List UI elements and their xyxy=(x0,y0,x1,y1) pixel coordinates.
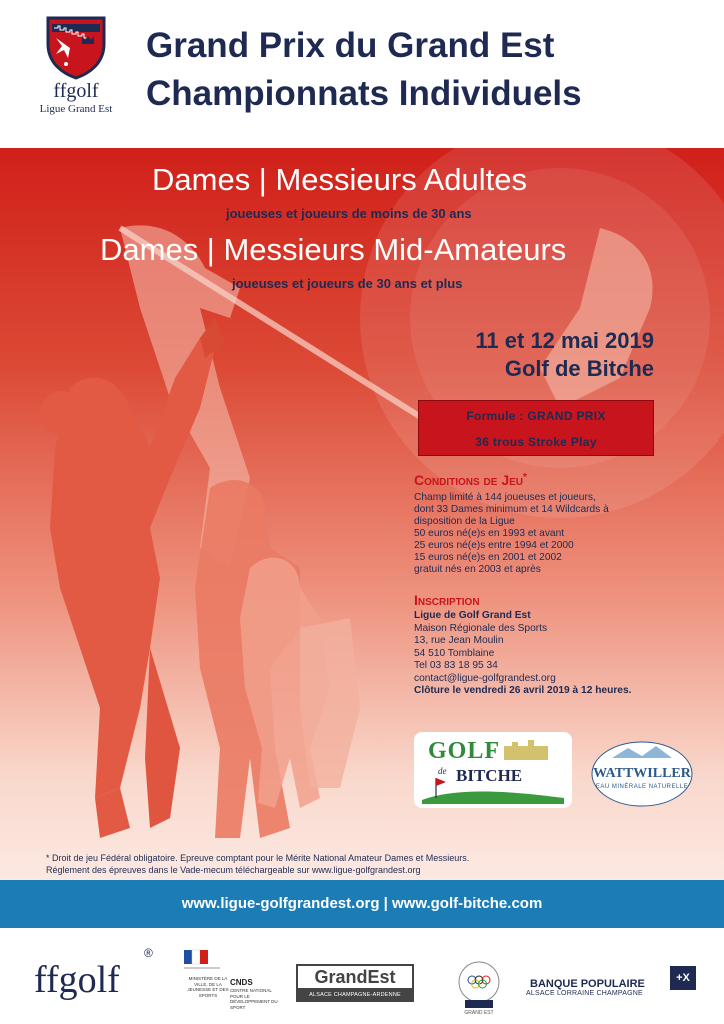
inscription-address-line: 54 510 Tomblaine xyxy=(414,647,495,659)
footnote xyxy=(46,852,469,876)
inscription-details xyxy=(414,610,674,698)
category-title-adults: Dames | Messieurs Adultes xyxy=(152,162,528,197)
grandest-subtitle: ALSACE CHAMPAGNE-ARDENNE LORRAINE xyxy=(296,988,414,1002)
sponsors-footer xyxy=(0,928,724,1024)
inscription-closing: Clôture le vendredi 26 avril 2019 à 12 heures. xyxy=(414,685,632,696)
wattwiller-name: WATTWILLER xyxy=(593,766,691,781)
conditions-line: Champ limité à 144 joueuses et joueurs, xyxy=(414,492,596,503)
formula-line1: Formule : GRAND PRIX xyxy=(466,409,606,423)
formula-box xyxy=(418,400,654,456)
cnds-subtitle: CENTRE NATIONAL POUR LE DÉVELOPPEMENT DU SPORT xyxy=(230,988,278,1010)
registered-icon: ® xyxy=(144,946,153,960)
olympic-crest-icon xyxy=(456,958,502,1016)
footnote-line: Réglement des épreuves dans le Vade-mecum téléchargeable sur www.ligue-golfgrandest.org xyxy=(46,865,421,875)
poster-area xyxy=(0,148,724,880)
inscription-email[interactable]: contact@ligue-golfgrandest.org xyxy=(414,672,556,684)
event-dates: 11 et 12 mai 2019 xyxy=(475,328,654,353)
inscription-org: Ligue de Golf Grand Est xyxy=(414,610,531,621)
cnds-logo: CNDS xyxy=(230,978,253,987)
conditions-title xyxy=(414,472,527,488)
wattwiller-logo xyxy=(588,734,696,808)
ffgolf-ligue-logo xyxy=(28,14,124,138)
conditions-line: 50 euros né(e)s en 1993 et avant xyxy=(414,528,565,539)
golf-logo-main: GOLF xyxy=(428,738,501,764)
event-venue: Golf de Bitche xyxy=(504,356,654,381)
conditions-line: 25 euros né(e)s entre 1994 et 2000 xyxy=(414,540,574,551)
golf-logo-de: de xyxy=(438,766,447,776)
banque-populaire-region: ALSACE LORRAINE CHAMPAGNE xyxy=(526,990,643,997)
conditions-line: disposition de la Ligue xyxy=(414,516,515,527)
banque-populaire-name: BANQUE POPULAIRE xyxy=(530,978,645,990)
inscription-address-line: 13, rue Jean Moulin xyxy=(414,635,504,646)
title-line2: Championnats Individuels xyxy=(146,74,582,113)
golf-logo-bitche: BITCHE xyxy=(456,766,523,785)
title-line1: Grand Prix du Grand Est xyxy=(146,26,555,65)
inscription-title: Inscription xyxy=(414,592,480,608)
formula-line2: 36 trous Stroke Play xyxy=(475,435,597,449)
conditions-line: dont 33 Dames minimum et 14 Wildcards à xyxy=(414,504,609,515)
shield-icon xyxy=(44,14,108,80)
golf-de-bitche-logo xyxy=(414,732,572,808)
wattwiller-sub: EAU MINÉRALE NATURELLE xyxy=(595,784,689,790)
inscription-address-line: Maison Régionale des Sports xyxy=(414,622,548,634)
category-subtitle-mid-amateurs: joueuses et joueurs de 30 ans et plus xyxy=(232,276,463,291)
footnote-line: * Droit de jeu Fédéral obligatoire. Epreuve comptant pour le Mérite National Amateur Dames et Messieurs. xyxy=(46,853,470,863)
websites-band[interactable]: www.ligue-golfgrandest.org | www.golf-bitche.com xyxy=(0,880,724,928)
grandest-logo: GrandEst xyxy=(296,964,414,988)
conditions-line: gratuit nés en 2003 et après xyxy=(414,564,541,575)
ministry-text: MINISTÈRE DE LA VILLE, DE LA JEUNESSE ET DES SPORTS xyxy=(187,976,229,998)
inscription-phone: Tel 03 83 18 95 34 xyxy=(414,660,498,671)
conditions-title-mark: * xyxy=(523,472,527,483)
logo-brand: ffgolf xyxy=(53,80,99,102)
ffgolf-logo: ffgolf xyxy=(34,959,120,1001)
category-title-mid-amateurs: Dames | Messieurs Mid-Amateurs xyxy=(100,232,567,267)
category-subtitle-adults: joueuses et joueurs de moins de 30 ans xyxy=(226,206,472,221)
logo-ligue: Ligue Grand Est xyxy=(39,103,113,115)
banque-populaire-icon: +X xyxy=(670,966,696,990)
crest-label: GRAND EST xyxy=(464,1010,494,1016)
conditions-line: 15 euros né(e)s en 2001 et 2002 xyxy=(414,552,562,563)
conditions-title-text: Conditions de Jeu xyxy=(414,472,524,488)
header xyxy=(0,0,724,148)
conditions-list xyxy=(414,492,664,576)
